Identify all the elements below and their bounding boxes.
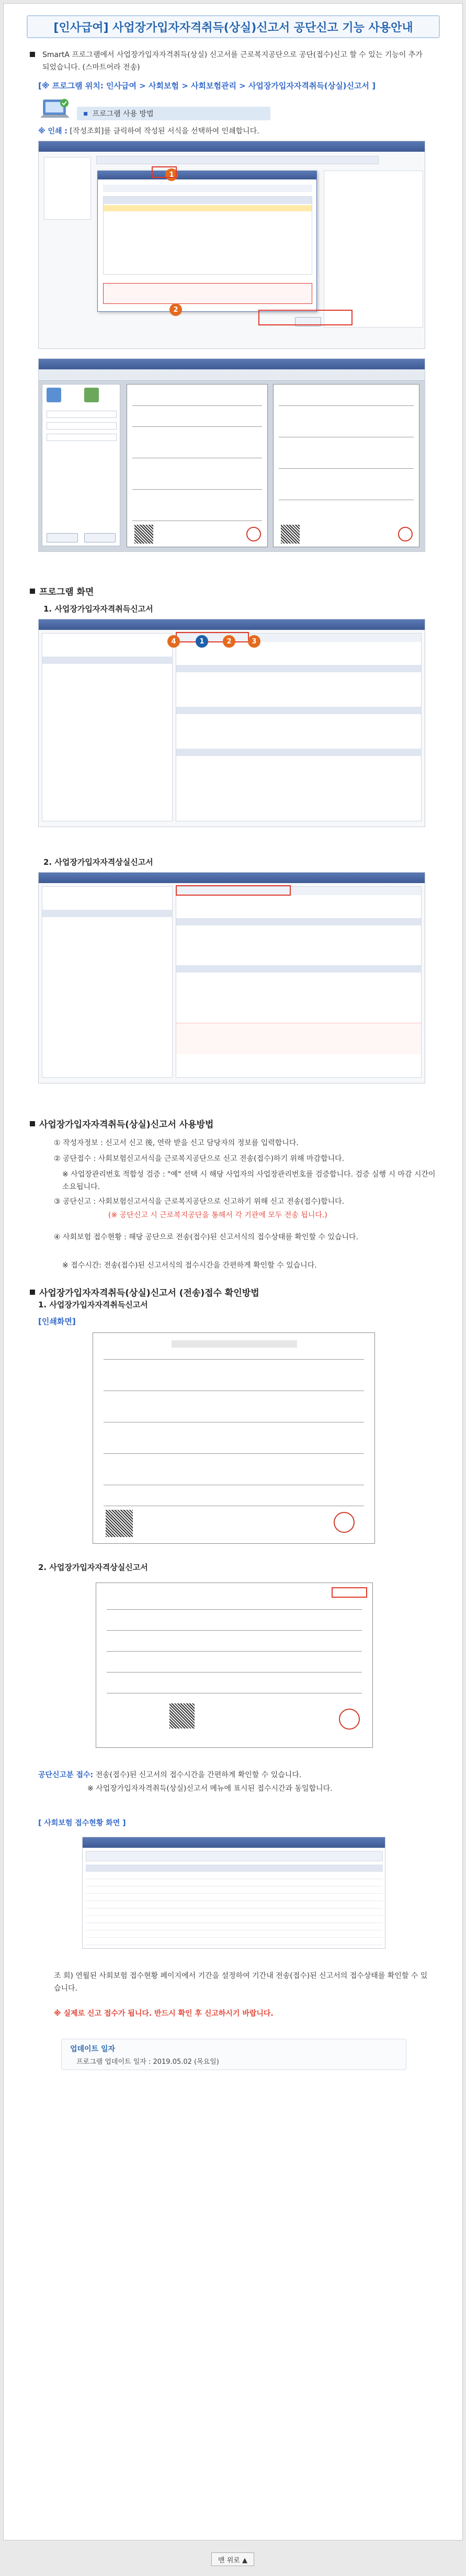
- acq-detail-form: [176, 633, 422, 821]
- status-grid-rows: [86, 1872, 383, 1945]
- intro-heading: [30, 52, 35, 57]
- marker-3-icon: 3: [248, 635, 260, 648]
- usage-section-title: 사업장가입자자격취득(상실)신고서 사용방법: [39, 1120, 214, 1130]
- status-screen-label: [ 사회보험 접수현황 화면 ]: [38, 1819, 126, 1827]
- dialog-notice: [103, 283, 312, 304]
- bullet-square-icon: [30, 52, 35, 57]
- acq-section-bar: [176, 665, 421, 672]
- content-frame: [3, 3, 463, 2540]
- intro-text: SmartA 프로그램에서 사업장가입자자격취득(상실) 신고서를 근로복지공단으로 공단(접수)신고 할 수 있는 기능이 추가되었습니다. (스마트어라 전송): [42, 51, 423, 72]
- print-note-prefix: ※ 인쇄 :: [38, 127, 68, 135]
- usage-item-2: ② 공단접수 : 사회보험신고서식을 근로복지공단으로 신고 전송(접수)하기 위해 마감합니다.: [54, 1155, 345, 1163]
- screen-section-heading: [30, 584, 94, 597]
- loss-section-bar: [176, 918, 421, 925]
- menu-path: [※ 프로그램 위치: 인사급여 > 사회보험 > 사회보험관리 > 사업장가입자자격취득(상실)신고서 ]: [38, 81, 376, 91]
- usage-item-6: ④ 사회보험 접수현황 : 해당 공단으로 전송(접수)된 신고서식의 접수상태를 확인할 수 있습니다.: [54, 1233, 358, 1241]
- status-note: 조 회) 연월된 사회보험 접수현황 페이지에서 기간을 설정하여 기간내 전송(접수)된 신고서의 접수상태를 확인할 수 있습니다.: [54, 1972, 428, 1993]
- dialog-filter-row: [103, 185, 312, 192]
- loss-notice: [176, 1023, 421, 1054]
- receipt-text: 전송(접수)된 신고서의 접수시간을 간편하게 확인할 수 있습니다.: [95, 1771, 302, 1779]
- preview-options-panel: [42, 384, 120, 546]
- status-titlebar: [83, 1837, 385, 1848]
- seal-stamp-icon: [334, 1512, 355, 1533]
- bullet-square-icon: [30, 589, 35, 594]
- screenshot-receipt-status: [82, 1837, 385, 1949]
- preview-document-2: [273, 384, 419, 547]
- screen-section-title: 프로그램 화면: [39, 587, 94, 597]
- howto-label: 프로그램 사용 방법: [92, 110, 154, 118]
- receipt-label: 공단신고분 접수:: [38, 1771, 94, 1779]
- loss-employee-grid: [42, 886, 173, 1078]
- usage-section-heading: [30, 1117, 213, 1130]
- print-note-text: [작성조회]를 클릭하여 작성된 서식을 선택하여 인쇄합니다.: [70, 127, 259, 135]
- screenshot-loss-form: [38, 872, 425, 1083]
- print-dialog: [97, 171, 317, 312]
- marker-1-icon: 1: [165, 168, 178, 181]
- seal-stamp-icon: [339, 1709, 360, 1730]
- marker-4-icon: 4: [167, 635, 180, 648]
- marker-1-icon: 1: [196, 635, 208, 648]
- usage-item-3: ※ 사업장관리번호 적합성 검증 : "예" 선택 시 해당 사업자의 사업장관리번호를 검증합니다. 검증 실행 시 마감 시간이 소요됩니다.: [62, 1170, 436, 1191]
- acq-section-bar: [176, 749, 421, 756]
- doc-title-bar: [172, 1340, 297, 1348]
- left-form-panel: [44, 157, 91, 220]
- highlight-box-2: [258, 310, 353, 325]
- acq-grid-header: [42, 657, 172, 664]
- preview-print-icon[interactable]: [47, 388, 61, 402]
- receipt-note: ※ 사업장가입자자격취득(상실)신고서 메뉴에 표시된 접수시간과 동일합니다.: [87, 1784, 333, 1793]
- confirm-section-heading: [30, 1285, 259, 1298]
- usage-item-1: ① 작성자정보 : 신고서 신고 後, 연락 받을 신고 담당자의 정보를 입력합니다.: [54, 1139, 299, 1147]
- seal-stamp-icon: [398, 527, 413, 541]
- update-box: [61, 2039, 406, 2070]
- usage-item-5: (※ 공단신고 시 근로복지공단을 통해서 각 기관에 모두 전송 됩니다.): [108, 1211, 327, 1219]
- page-title: [27, 15, 440, 38]
- window-titlebar: [39, 141, 425, 152]
- acq-highlight: [176, 632, 249, 642]
- preview-ok-button[interactable]: [47, 533, 78, 543]
- screenshot-acquisition-form: [38, 619, 425, 827]
- screenshot-print-preview: [38, 358, 425, 552]
- howto-bar: [77, 107, 270, 120]
- confirm-section-title: 사업장가입자자격취득(상실)신고서 (전송)접수 확인방법: [39, 1288, 259, 1298]
- dialog-titlebar: [98, 171, 316, 179]
- loss-print-document: [96, 1583, 373, 1748]
- status-grid-header: [86, 1865, 383, 1872]
- page-title-text: [인사급여] 사업장가입자자격취득(상실)신고서 공단신고 기능 사용안내: [53, 21, 413, 35]
- preview-export-icon[interactable]: [84, 388, 99, 402]
- dialog-list-selected-row[interactable]: [104, 205, 312, 211]
- scroll-to-top-button[interactable]: 맨 위로 ▲: [211, 2552, 254, 2566]
- update-item: 프로그램 업데이트 일자 : 2019.05.02 (목요일): [76, 2058, 219, 2066]
- acq-section-bar: [176, 707, 421, 714]
- preview-field[interactable]: [47, 411, 117, 418]
- bullet-square-icon: [30, 1290, 35, 1295]
- preview-titlebar: [39, 359, 425, 369]
- marker-2-icon: 2: [223, 635, 235, 648]
- dialog-list: [103, 196, 312, 275]
- howto-bullet-icon: ▪: [83, 109, 88, 118]
- loss-highlight: [176, 885, 291, 896]
- print-note: [38, 125, 436, 138]
- laptop-icon: [38, 97, 72, 124]
- loss-section-bar: [176, 965, 421, 973]
- screenshot-print-dialog: [38, 141, 425, 349]
- preview-toolbar: [39, 369, 425, 381]
- preview-document: [127, 384, 268, 547]
- qr-code-icon: [281, 525, 300, 544]
- status-filter-bar: [86, 1851, 383, 1861]
- preview-cancel-button[interactable]: [84, 533, 116, 543]
- dialog-list-header: [104, 197, 312, 204]
- highlight-box: [152, 166, 177, 178]
- usage-item-4: ③ 공단신고 : 사회보험신고서식을 근로복지공단으로 신고하기 위해 신고 전송(접수)합니다.: [54, 1197, 345, 1206]
- screen-sub1: 1. 사업장가입자자격취득신고서: [43, 604, 153, 614]
- preview-field[interactable]: [47, 422, 117, 430]
- warn-note: ※ 실제로 신고 접수가 됩니다. 반드시 확인 후 신고하시기 바랍니다.: [54, 2009, 274, 2018]
- receipt-line: [38, 1769, 436, 1781]
- marker-2-icon: 2: [169, 303, 182, 316]
- qr-code-icon: [169, 1703, 195, 1728]
- loss-grid-header: [42, 910, 172, 917]
- confirm-sub1: 1. 사업장가입자자격취득신고서: [38, 1300, 148, 1309]
- seal-stamp-icon: [246, 527, 261, 541]
- toolbar-strip: [96, 156, 379, 164]
- print-screen-label: [인쇄화면]: [38, 1317, 76, 1326]
- acq-employee-grid: [42, 633, 173, 821]
- confirm-sub2: 2. 사업장가입자자격상실신고서: [38, 1563, 148, 1572]
- acquisition-print-document: [93, 1332, 375, 1544]
- loss-detail-form: [176, 886, 422, 1078]
- usage-item-7: ※ 접수시간: 전송(접수)된 신고서식의 접수시간을 간편하게 확인할 수 있습니다.: [62, 1261, 317, 1270]
- preview-field[interactable]: [47, 434, 117, 441]
- qr-code-icon: [106, 1510, 133, 1537]
- screen-sub2: 2. 사업장가입자자격상실신고서: [43, 857, 153, 867]
- acq-titlebar: [39, 619, 425, 630]
- qr-code-icon: [134, 525, 153, 544]
- receipt-time-highlight: [332, 1587, 367, 1598]
- bullet-square-icon: [30, 1121, 35, 1126]
- update-title: 업데이트 일자: [70, 2045, 116, 2053]
- loss-titlebar: [39, 873, 425, 883]
- right-grid-panel: [324, 171, 423, 327]
